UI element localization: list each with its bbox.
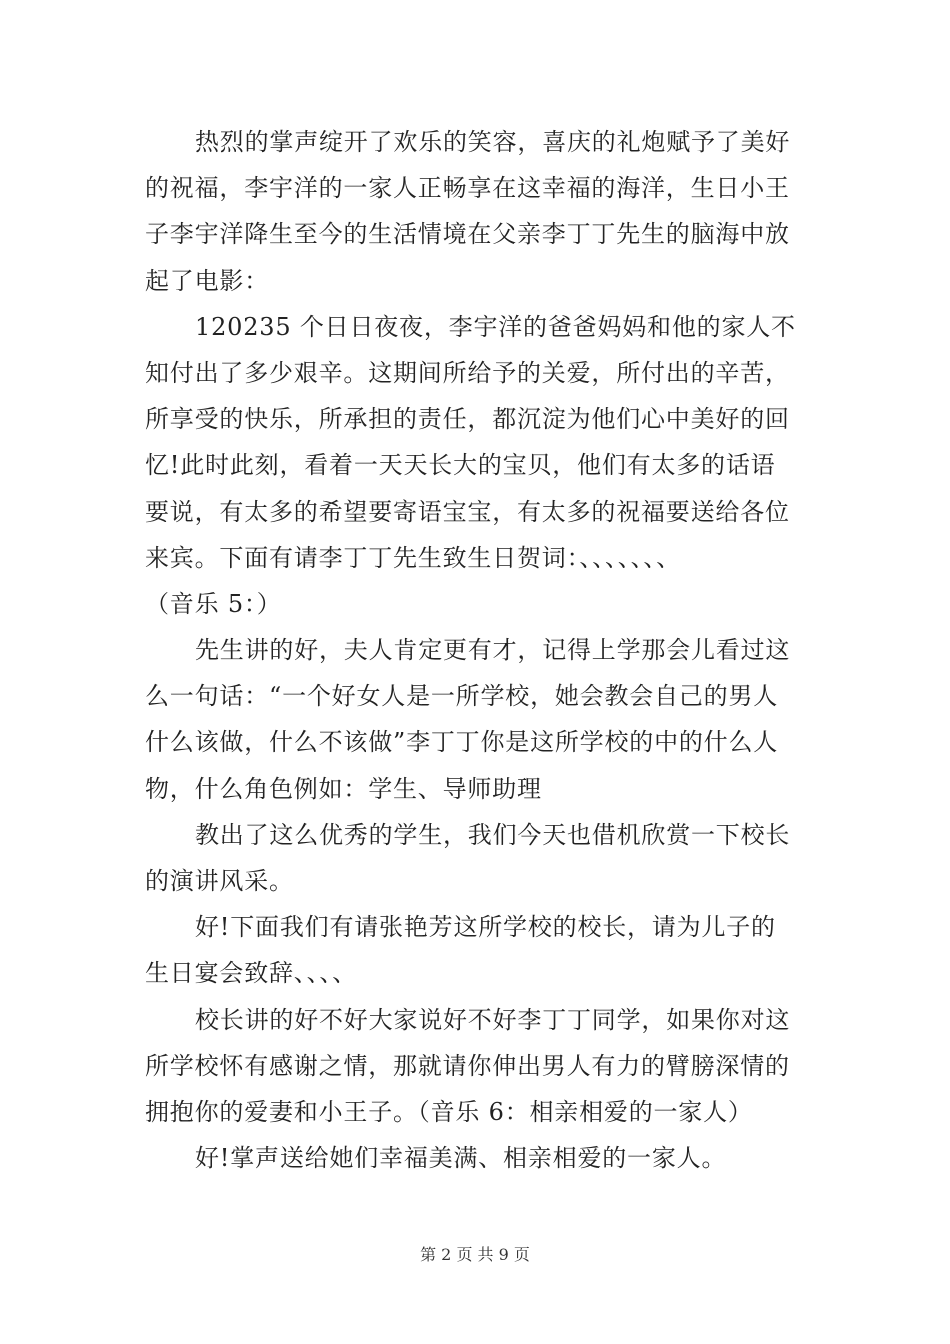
- text-line: 子李宇洋降生至今的生活情境在父亲李丁丁先生的脑海中放: [145, 220, 790, 249]
- text-line: 来宾。下面有请李丁丁先生致生日贺词：、、、、、、、: [145, 543, 681, 572]
- text-line: 生日宴会致辞、、、、: [145, 959, 357, 988]
- text-line: 好!下面我们有请张艳芳这所学校的校长，请为儿子的: [195, 913, 776, 942]
- text-line: 教出了这么优秀的学生，我们今天也借机欣赏一下校长: [195, 820, 791, 849]
- text-line: 么一句话：“一个好女人是一所学校，她会教会自己的男人: [145, 682, 779, 711]
- text-line: 热烈的掌声绽开了欢乐的笑容，喜庆的礼炮赋予了美好: [195, 128, 791, 156]
- text-line: 所学校怀有感谢之情，那就请你伸出男人有力的臂膀深情的: [145, 1051, 790, 1080]
- page-number-footer: 第 2 页 共 9 页: [420, 1245, 530, 1264]
- text-line: 所享受的快乐，所承担的责任，都沉淀为他们心中美好的回: [145, 405, 790, 434]
- text-line: 好!掌声送给她们幸福美满、相亲相爱的一家人。: [195, 1144, 727, 1173]
- text-line: 什么该做，什么不该做”李丁丁你是这所学校的中的什么人: [145, 728, 779, 757]
- text-line: 先生讲的好，夫人肯定更有才，记得上学那会儿看过这: [195, 636, 791, 665]
- text-line: 拥抱你的爱妻和小王子。（音乐 6：相亲相爱的一家人）: [145, 1097, 753, 1126]
- text-line: 知付出了多少艰辛。这期间所给予的关爱，所付出的辛苦，: [145, 358, 790, 387]
- text-line: 校长讲的好不好大家说好不好李丁丁同学，如果你对这: [195, 1005, 791, 1034]
- text-line: 忆!此时此刻，看着一天天长大的宝贝，他们有太多的话语: [145, 451, 776, 480]
- text-line: 要说，有太多的希望要寄语宝宝，有太多的祝福要送给各位: [145, 497, 790, 526]
- text-line: 120235 个日日夜夜，李宇洋的爸爸妈妈和他的家人不: [195, 312, 796, 341]
- text-line: 的祝福，李宇洋的一家人正畅享在这幸福的海洋，生日小王: [145, 174, 790, 203]
- text-line: 物，什么角色例如：学生、导师助理: [145, 774, 542, 803]
- text-line: 的演讲风采。: [145, 867, 294, 895]
- text-line: （音乐 5：）: [145, 589, 282, 618]
- document-body: [145, 119, 810, 1181]
- text-line: 起了电影：: [145, 266, 269, 295]
